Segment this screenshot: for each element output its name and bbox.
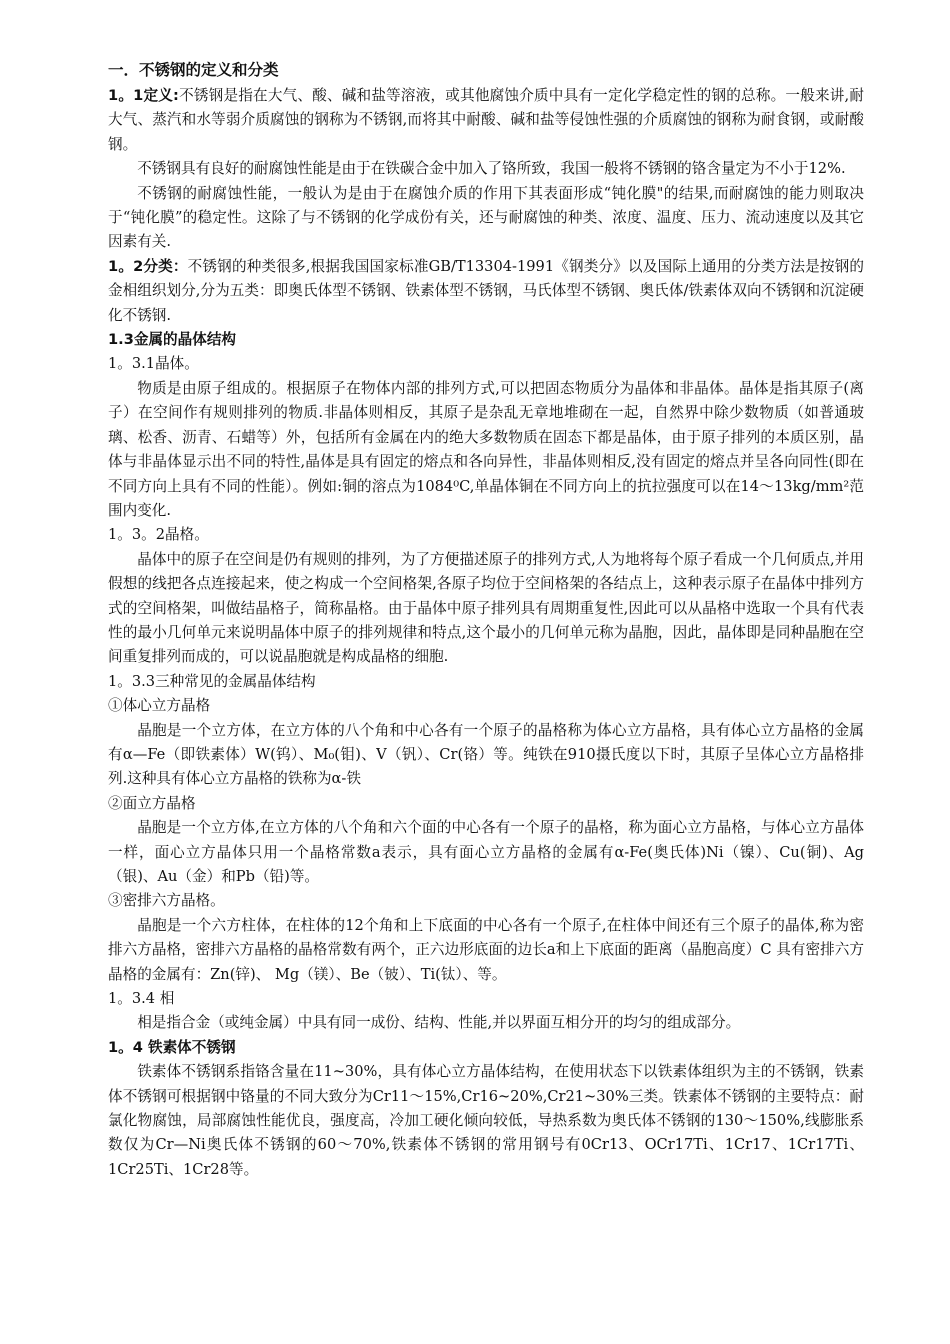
- section-1-3-2-text: 晶体中的原子在空间是仍有规则的排列，为了方便描述原子的排列方式,人为地将每个原子看成一个几何质点,并用假想的线把各点连接起来，使之构成一个空间格架,各原子均位于空间格架的各结点上，这种表示原子在晶体中排列方式的空间格架，叫做结晶格子，简称晶格。由于晶体中原子排列具有周期重复性,因此可以从晶格中选取一个具有代表性的最小几何单元来说明晶体中原子的排列规律和特点,这个最小的几何单元称为晶胞，因此，晶体即是同种晶胞在空间重复排列而成的，可以说晶胞就是构成晶格的细胞.: [108, 550, 864, 666]
- section-1-2-text: 不锈钢的种类很多,根据我国国家标准GB/T13304-1991《钢类分》以及国际上通用的分类方法是按钢的金相组织划分,分为五类：即奥氏体型不锈钢、铁素体型不锈钢，马氏体型不锈钢、奥氏体/铁素体双向不锈钢和沉淀硬化不锈钢.: [108, 257, 865, 324]
- section-1-3-4-text: 相是指合金（或纯金属）中具有同一成份、结构、性能,并以界面互相分开的均匀的组成部分。: [137, 1014, 741, 1032]
- bcc-heading: ①体心立方晶格: [108, 697, 211, 715]
- section-1-3-4-heading: 1。3.4 相: [108, 990, 175, 1008]
- section-1-4-heading: 1。4 铁素体不锈钢: [108, 1038, 236, 1056]
- section-1-2: [108, 255, 864, 328]
- document-title: 一．不锈钢的定义和分类: [108, 61, 279, 79]
- document-page: [108, 56, 864, 1182]
- section-1-1-paragraph-3: 不锈钢的耐腐蚀性能，一般认为是由于在腐蚀介质的作用下其表面形成“钝化膜"的结果,而耐腐蚀的能力则取决于“钝化膜”的稳定性。这除了与不锈钢的化学成份有关，还与耐腐蚀的种类、浓度、温度、压力、流动速度以及其它因素有关.: [108, 184, 864, 251]
- section-1-4-text: 铁素体不锈钢系指铬含量在11~30%，具有体心立方晶体结构，在使用状态下以铁素体组织为主的不锈钢，铁素体不锈钢可根据钢中铬量的不同大致分为Cr11～15%,Cr16~20%,Cr21~30%三类。铁素体不锈钢的主要特点：耐氯化物腐蚀，局部腐蚀性能优良，强度高，冷加工硬化倾向较低，导热系数为奥氏体不锈钢的130～150%,线膨胀系数仅为Cr—Ni奥氏体不锈钢的60～70%,铁素体不锈钢的常用钢号有0Cr13、OCr17Ti、1Cr17、1Cr17Ti、1Cr25Ti、1Cr28等。: [108, 1063, 864, 1178]
- section-1-3-3-heading: 1。3.3三种常见的金属晶体结构: [108, 672, 316, 690]
- fcc-heading: ②面立方晶格: [108, 794, 196, 812]
- section-1-1-text: 不锈钢是指在大气、酸、碱和盐等溶液，或其他腐蚀介质中具有一定化学稳定性的钢的总称。一般来讲,耐大气、蒸汽和水等弱介质腐蚀的钢称为不锈钢,而将其中耐酸、碱和盐等侵蚀性强的介质腐蚀的钢称为耐食钢，或耐酸钢。: [108, 87, 864, 153]
- section-1-3-1-text: 物质是由原子组成的。根据原子在物体内部的排列方式,可以把固态物质分为晶体和非晶体。晶体是指其原子(离子）在空间作有规则排列的物质.非晶体则相反，其原子是杂乱无章地堆砌在一起，自然界中除少数物质（如普通玻璃、松香、沥青、石蜡等）外，包括所有金属在内的绝大多数物质在固态下都是晶体，由于原子排列的本质区别，晶体与非晶体显示出不同的特性,晶体是具有固定的熔点和各向异性，非晶体则相反,没有固定的熔点并呈各向同性(即在不同方向上具有不同的性能）。例如:铜的溶点为1084⁰C,单晶体铜在不同方向上的抗拉强度可以在14～13kg/mm²范围内变化.: [108, 379, 864, 519]
- hcp-text: 晶胞是一个六方柱体，在柱体的12个角和上下底面的中心各有一个原子,在柱体中间还有三个原子的晶体,称为密排六方晶格，密排六方晶格的晶格常数有两个，正六边形底面的边长a和上下底面的距离（晶胞高度）C 具有密排六方晶格的金属有：Zn(锌)、 Mg（镁）、Be（铍）、Ti(钛）、等。: [108, 916, 864, 983]
- section-1-3-2-heading: 1。3。2晶格。: [108, 526, 209, 544]
- section-1-2-label: 1。2分类：: [108, 257, 188, 275]
- bcc-text: 晶胞是一个立方体，在立方体的八个角和中心各有一个原子的晶格称为体心立方晶格，具有体心立方晶格的金属有α—Fe（即铁素体）W(钨）、M₀(钼)、V（钒）、Cr(铬）等。纯铁在910摄氏度以下时，其原子呈体心立方晶格排列.这种具有体心立方晶格的铁称为α-铁: [108, 721, 864, 788]
- section-1-1-label: 1。1定义:: [108, 87, 179, 104]
- section-1-3-1-heading: 1。3.1晶体。: [108, 355, 199, 373]
- hcp-heading: ③密排六方晶格。: [108, 892, 225, 910]
- section-1-3-heading: 1.3金属的晶体结构: [108, 331, 237, 349]
- fcc-text: 晶胞是一个立方体,在立方体的八个角和六个面的中心各有一个原子的晶格，称为面心立方晶格，与体心立方晶体一样，面心立方晶体只用一个晶格常数a表示，具有面心立方晶格的金属有α-Fe(奥氏体)Ni（镍）、Cu(铜)、Ag（银)、Au（金）和Pb（铅)等。: [108, 819, 864, 885]
- section-1-1: [108, 84, 864, 157]
- section-1-1-paragraph-2: 不锈钢具有良好的耐腐蚀性能是由于在铁碳合金中加入了铬所致，我国一般将不锈钢的铬含量定为不小于12%.: [137, 160, 846, 178]
